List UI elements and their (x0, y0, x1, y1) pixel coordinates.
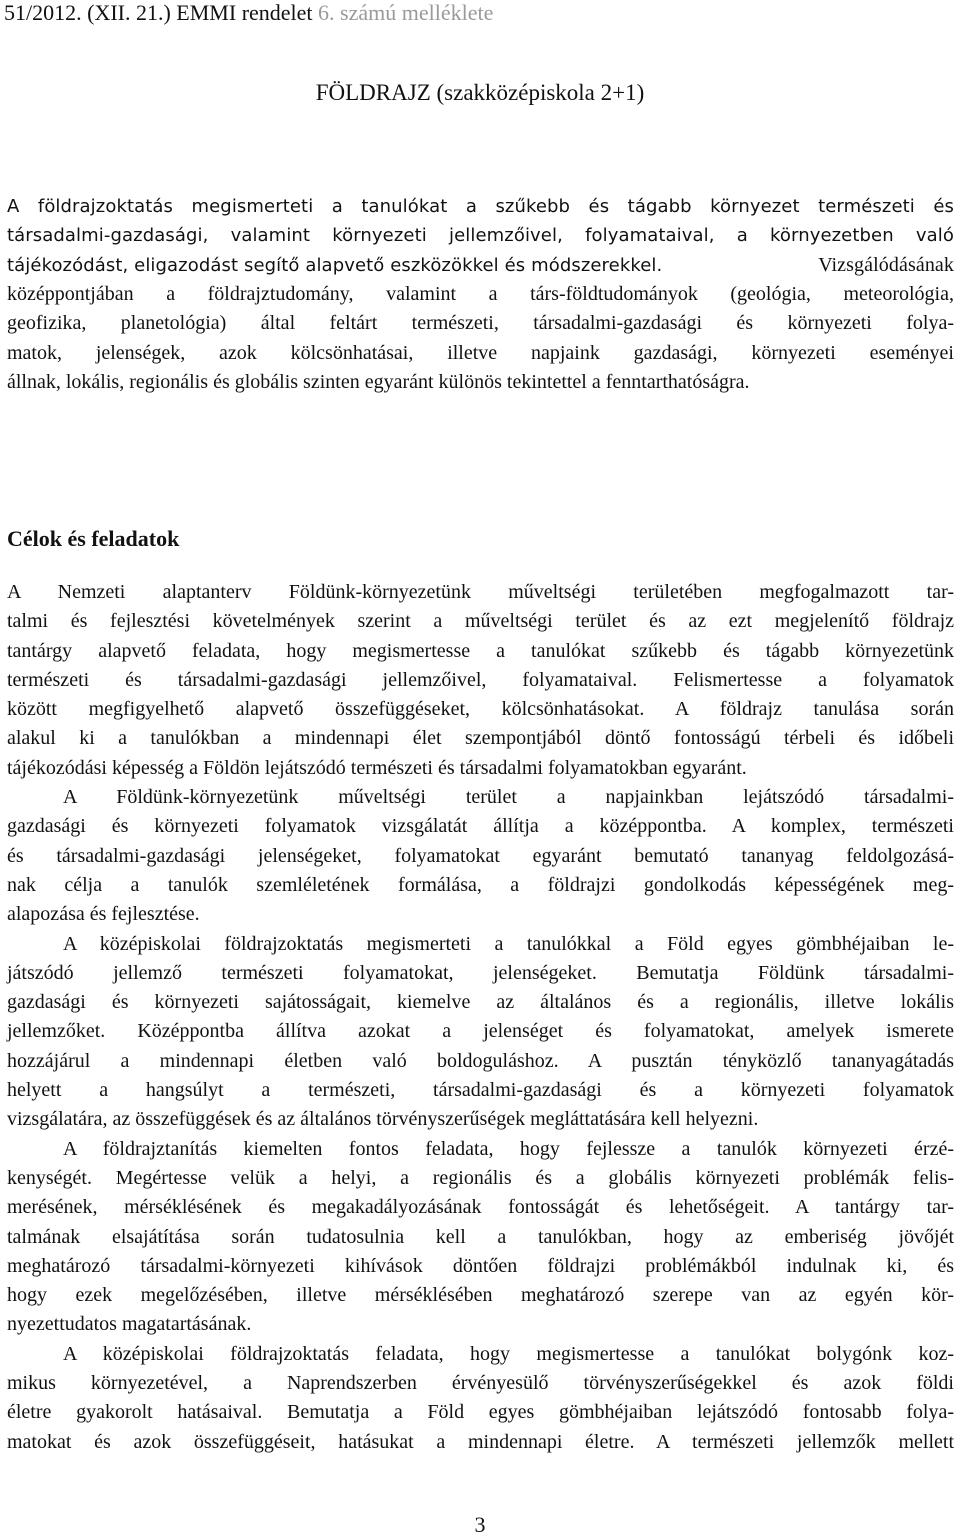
body-line: merésének, mérséklésének és megakadályozásának fontosságát és lehetőségeit. A tantárgy tar- (7, 1196, 954, 1219)
body-line: hozzájárul a mindennapi életben való boldoguláshoz. A pusztán tényközlő tananyagátadás (7, 1049, 954, 1072)
body-line: játszódó jellemző természeti folyamatokat, jelenségeket. Bemutatja Földünk társadalmi- (7, 961, 954, 984)
intro-line: állnak, lokális, regionális és globális szinten egyaránt különös tekintettel a fenntarthatóságra. (7, 370, 750, 393)
body-line: és társadalmi-gazdasági jelenségeket, folyamatokat egyaránt bemutató tananyag feldolgozásá- (7, 844, 954, 867)
body-line: A földrajztanítás kiemelten fontos feladata, hogy fejlessze a tanulók környezeti érzé- (63, 1137, 954, 1160)
body-line: tantárgy alapvető feladata, hogy megismertesse a tanulókat szűkebb és tágabb környezetünk (7, 639, 954, 662)
body-line: hogy ezek megelőzésében, illetve mérséklésében meghatározó szerepe van az egyén kör- (7, 1284, 954, 1307)
body-line: természeti és társadalmi-gazdasági jellemzőivel, folyamataival. Felismertesse a folyamatok (7, 668, 954, 691)
intro-line: középpontjában a földrajztudomány, valamint a társ-földtudományok (geológia, meteorológia, (7, 283, 954, 305)
body-line: alapozása és fejlesztése. (7, 903, 200, 926)
page-number: 3 (474, 1512, 486, 1537)
body-text (7, 578, 954, 1457)
body-line: között megfigyelhető alapvető összefüggéseket, kölcsönhatásokat. A földrajz tanulása során (7, 698, 954, 721)
intro-paragraph-serif (7, 280, 954, 397)
intro-line: matok, jelenségek, azok kölcsönhatásai, illetve napjaink gazdasági, környezeti eseményei (7, 341, 954, 364)
body-line: A középiskolai földrajzoktatás feladata, hogy megismertesse a tanulókat bolygónk koz- (63, 1342, 954, 1365)
body-line: talmi és fejlesztési követelmények szerint a műveltségi terület és az ezt megjelenítő földrajz (7, 610, 954, 633)
header-prefix: 51/2012. (XII. 21.) EMMI rendelet (4, 0, 319, 25)
intro-line-tail: Vizsgálódásának (818, 253, 954, 276)
intro-line (7, 251, 954, 280)
body-line: A középiskolai földrajzoktatás megismerteti a tanulókkal a Föld egyes gömbhéjaiban le- (63, 932, 954, 955)
body-line: jellemzőket. Középpontba állítva azokat a jelenséget és folyamatokat, amelyek ismerete (7, 1020, 954, 1043)
body-line: A Nemzeti alaptanterv Földünk-környezetünk műveltségi területében megfogalmazott tar- (7, 581, 954, 603)
body-line: tájékozódási képesség a Földön lejátszódó természeti és társadalmi folyamatokban egyaránt. (7, 756, 747, 779)
intro-line: társadalmi-gazdasági, valamint környezeti jellemzőivel, folyamataival, a környezetben való (7, 225, 954, 247)
intro-paragraph (7, 192, 954, 280)
body-line: A Földünk-környezetünk műveltségi terület a napjainkban lejátszódó társadalmi- (63, 786, 954, 809)
body-line: helyett a hangsúlyt a természeti, társadalmi-gazdasági és a környezeti folyamatok (7, 1079, 954, 1102)
body-line: vizsgálatára, az összefüggések és az általános törvényszerűségek megláttatására kell helyezni. (7, 1108, 759, 1131)
body-line: gazdasági és környezeti sajátosságait, kiemelve az általános és a regionális, illetve lokális (7, 991, 954, 1014)
body-line: kenységét. Megértesse velük a helyi, a regionális és a globális környezeti problémák felis- (7, 1166, 954, 1189)
intro-line: A földrajzoktatás megismerteti a tanulókat a szűkebb és tágabb környezet természeti és (7, 196, 954, 217)
body-line: mikus környezetével, a Naprendszerben érvényesülő törvényszerűségekkel és azok földi (7, 1372, 954, 1395)
header-suffix: 6. számú melléklete (318, 0, 494, 25)
section-heading: Célok és feladatok (7, 526, 180, 551)
body-line: nyezettudatos magatartásának. (7, 1313, 252, 1336)
intro-line-part: tájékozódást, eligazodást segítő alapvető eszközökkel és módszerekkel. (7, 254, 663, 276)
body-line: talmának elsajátítása során tudatosulnia kell a tanulókban, hogy az emberiség jövőjét (7, 1225, 954, 1248)
document-title: FÖLDRAJZ (szakközépiskola 2+1) (315, 80, 645, 105)
body-line: nak célja a tanulók szemléletének formálása, a földrajzi gondolkodás képességének meg- (7, 873, 954, 896)
body-line: életre gyakorolt hatásaival. Bemutatja a Föld egyes gömbhéjaiban lejátszódó fontosabb folya- (7, 1401, 954, 1424)
body-line: gazdasági és környezeti folyamatok vizsgálatát állítja a középpontba. A komplex, természeti (7, 815, 954, 838)
body-line: meghatározó társadalmi-környezeti kihívások döntően földrajzi problémákból indulnak ki, és (7, 1254, 954, 1277)
body-line: alakul ki a tanulókban a mindennapi élet szempontjából döntő fontosságú térbeli és időbeli (7, 727, 954, 750)
body-line: matokat és azok összefüggéseit, hatásukat a mindennapi életre. A természeti jellemzők mellett (7, 1430, 954, 1453)
intro-line: geofizika, planetológia) által feltárt természeti, társadalmi-gazdasági és környezeti folya- (7, 312, 954, 335)
document-header (4, 0, 493, 26)
